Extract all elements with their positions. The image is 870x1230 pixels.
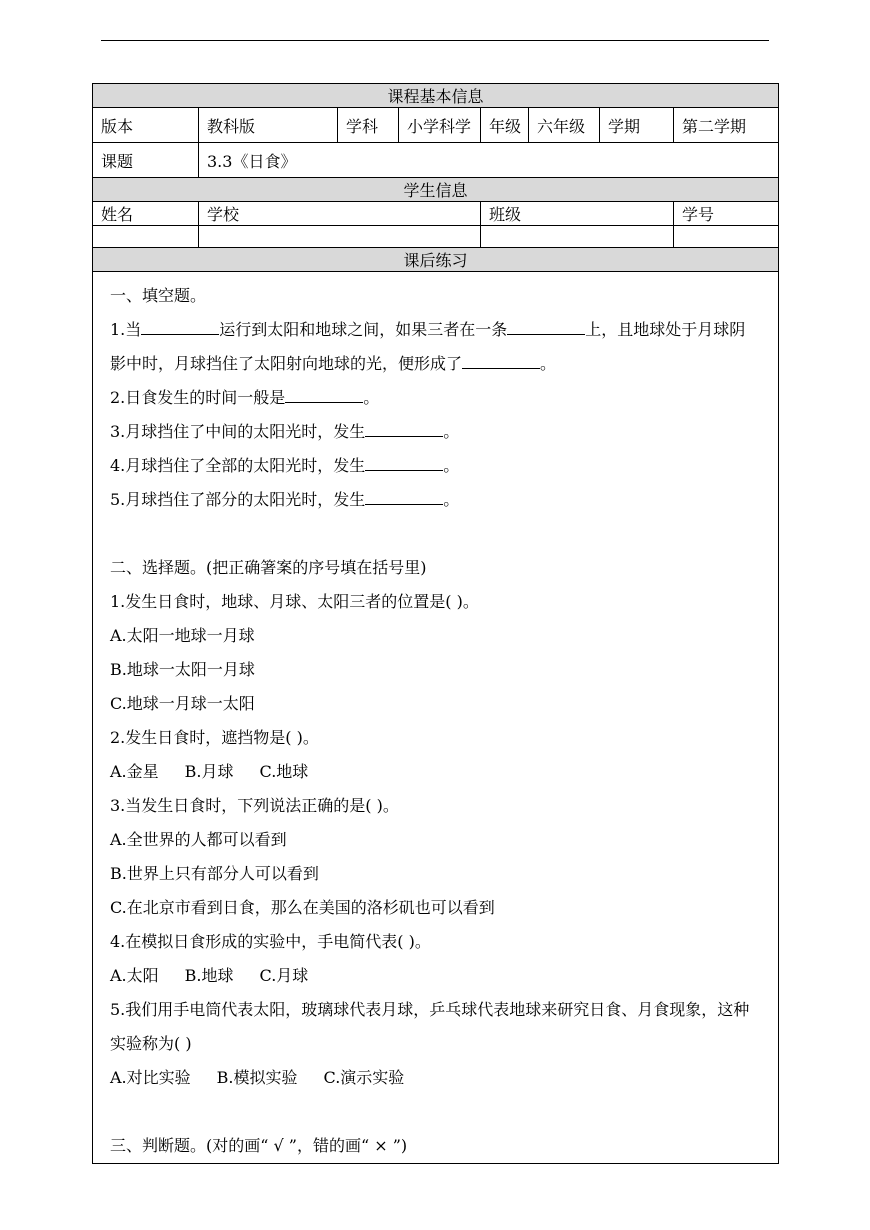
edition-label: 版本 xyxy=(93,108,199,143)
school-field[interactable] xyxy=(199,226,481,248)
exercises-body xyxy=(93,272,779,1164)
student-id-label: 学号 xyxy=(674,202,779,226)
answer-blank[interactable] xyxy=(507,314,585,335)
answer-blank[interactable] xyxy=(365,484,443,505)
worksheet-table xyxy=(92,83,779,1164)
choice-question-5: 5.我们用手电筒代表太阳，玻璃球代表月球，乒乓球代表地球来研究日食、月食现象，这种实验称为( ) xyxy=(110,1000,750,1053)
name-label: 姓名 xyxy=(93,202,199,226)
term-value: 第二学期 xyxy=(674,108,779,143)
class-label: 班级 xyxy=(481,202,674,226)
choice-question-2: 2.发生日食时，遮挡物是( )。 xyxy=(110,728,319,747)
choice-options-row: A.太阳 B.地球 C.月球 xyxy=(110,966,309,985)
choice-option: C.地球一月球一太阳 xyxy=(110,694,255,713)
term-label: 学期 xyxy=(600,108,674,143)
answer-blank[interactable] xyxy=(365,450,443,471)
answer-blank[interactable] xyxy=(285,382,363,403)
fill-question-3: 3.月球挡住了中间的太阳光时，发生 。 xyxy=(110,415,761,449)
choice-option: C.在北京市看到日食，那么在美国的洛杉矶也可以看到 xyxy=(110,898,495,917)
choice-option: B.地球一太阳一月球 xyxy=(110,660,255,679)
choice-question-4: 4.在模拟日食形成的实验中，手电简代表( )。 xyxy=(110,932,431,951)
fill-section-title: 一、填空题。 xyxy=(110,286,207,305)
topic-value: 3.3《日食》 xyxy=(199,143,779,178)
choice-option: A.全世界的人都可以看到 xyxy=(110,830,287,849)
class-field[interactable] xyxy=(481,226,674,248)
name-field[interactable] xyxy=(93,226,199,248)
student-id-field[interactable] xyxy=(674,226,779,248)
fill-question-5: 5.月球挡住了部分的太阳光时，发生 。 xyxy=(110,483,761,517)
choice-section-title: 二、选择题。(把正确箸案的序号填在括号里) xyxy=(110,558,427,577)
student-info-header: 学生信息 xyxy=(93,178,779,202)
subject-label: 学科 xyxy=(338,108,399,143)
answer-blank[interactable] xyxy=(141,314,219,335)
exercises-header: 课后练习 xyxy=(93,248,779,272)
choice-option: A.太阳一地球一月球 xyxy=(110,626,255,645)
judge-section-title: 三、判断题。(对的画“ √ ”，错的画“ × ”) xyxy=(110,1136,408,1155)
fill-question-1: 1.当 运行到太阳和地球之间，如果三者在一条 上，且地球处于月球阴影中时，月球挡住了太阳射向地球的光，便形成了 。 xyxy=(110,313,761,381)
choice-question-1: 1.发生日食时，地球、月球、太阳三者的位置是( )。 xyxy=(110,592,479,611)
choice-question-3: 3.当发生日食时，下列说法正确的是( )。 xyxy=(110,796,399,815)
course-info-header: 课程基本信息 xyxy=(93,84,779,108)
grade-value: 六年级 xyxy=(529,108,600,143)
choice-options-row: A.对比实验 B.模拟实验 C.演示实验 xyxy=(110,1068,405,1087)
choice-option: B.世界上只有部分人可以看到 xyxy=(110,864,319,883)
topic-label: 课题 xyxy=(93,143,199,178)
fill-question-2: 2.日食发生的时间一般是 。 xyxy=(110,381,761,415)
answer-blank[interactable] xyxy=(462,348,540,369)
edition-value: 教科版 xyxy=(199,108,338,143)
answer-blank[interactable] xyxy=(365,416,443,437)
school-label: 学校 xyxy=(199,202,481,226)
fill-question-4: 4.月球挡住了全部的太阳光时，发生 。 xyxy=(110,449,761,483)
subject-value: 小学科学 xyxy=(399,108,481,143)
grade-label: 年级 xyxy=(481,108,529,143)
header-rule xyxy=(101,40,769,41)
choice-options-row: A.金星 B.月球 C.地球 xyxy=(110,762,309,781)
